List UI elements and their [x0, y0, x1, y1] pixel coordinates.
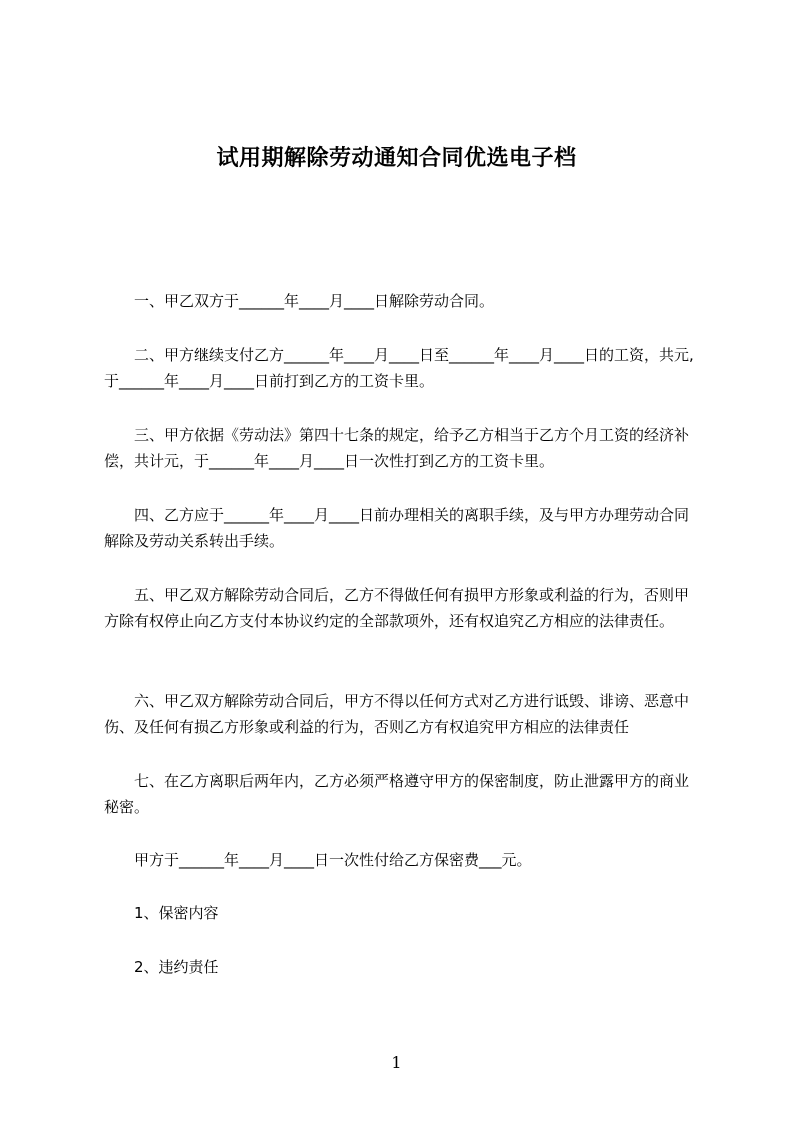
confidentiality-fee-line: 甲方于______年____月____日一次性付给乙方保密费___元。 — [134, 851, 532, 869]
clause-1: 一、甲乙双方于______年____月____日解除劳动合同。 — [134, 292, 495, 310]
item-breach-liability: 2、违约责任 — [134, 958, 219, 976]
clause-4: 四、乙方应于______年____月____日前办理相关的离职手续，及与甲方办理劳动合同解除及劳动关系转出手续。 — [104, 506, 690, 550]
item-confidential-content: 1、保密内容 — [134, 904, 219, 922]
clause-2: 二、甲方继续支付乙方______年____月____日至______年____月____日的工资，共元,于______年____月____日前打到乙方的工资卡里。 — [104, 346, 694, 390]
clause-5: 五、甲乙双方解除劳动合同后，乙方不得做任何有损甲方形象或利益的行为，否则甲方除有权停止向乙方支付本协议约定的全部款项外，还有权追究乙方相应的法律责任。 — [104, 586, 690, 630]
clause-3: 三、甲方依据《劳动法》第四十七条的规定，给予乙方相当于乙方个月工资的经济补偿，共计元，于______年____月____日一次性打到乙方的工资卡里。 — [104, 426, 690, 470]
page-number: 1 — [391, 1053, 402, 1072]
clause-7: 七、在乙方离职后两年内，乙方必须严格遵守甲方的保密制度，防止泄露甲方的商业秘密。 — [104, 772, 690, 816]
clause-6: 六、甲乙双方解除劳动合同后，甲方不得以任何方式对乙方进行诋毁、诽谤、恶意中伤、及任何有损乙方形象或利益的行为，否则乙方有权追究甲方相应的法律责任 — [104, 692, 690, 736]
document-title: 试用期解除劳动通知合同优选电子档 — [216, 146, 577, 171]
